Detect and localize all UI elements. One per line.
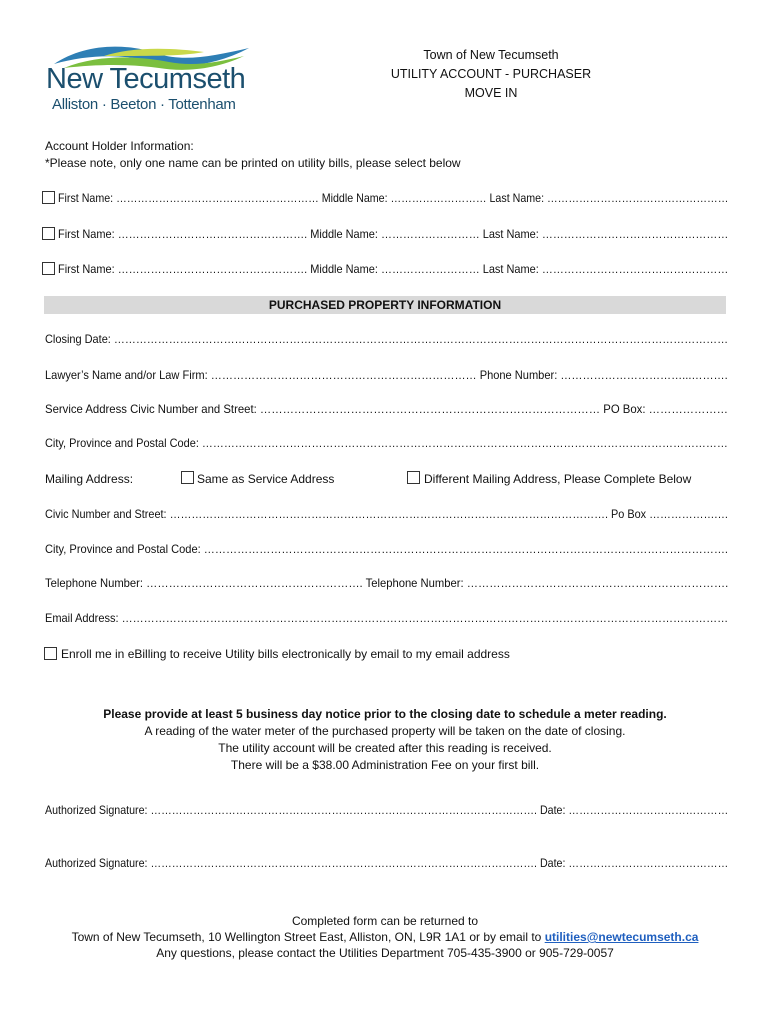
- logo: [44, 42, 254, 117]
- different-mailing-checkbox[interactable]: [407, 471, 420, 484]
- footer-address: Town of New Tecumseth, 10 Wellington Street East, Alliston, ON, L9R 1A1 or by email to: [71, 930, 545, 944]
- header-town: Town of New Tecumseth: [423, 48, 559, 62]
- signature-2-field[interactable]: Authorized Signature: ………………………………………………………………………………………………. Date: ………………………………………: [45, 856, 729, 870]
- name-option-2-row[interactable]: First Name: ……………………………………………. Middle Name: ……………………… Last Name: ……………………………………………: [58, 227, 729, 241]
- email-address-field[interactable]: Email Address: …………………………………………………………………………………………………………………………………………………: [45, 611, 729, 625]
- notice-line-2: A reading of the water meter of the purchased property will be taken on the date of closing.: [144, 724, 626, 738]
- notice-line-4: There will be a $38.00 Administration Fee on your first bill.: [230, 758, 540, 772]
- civic-number-street-field[interactable]: Civic Number and Street: …………………………………………………………………………………………………………. Po Box ……………….…: [45, 507, 729, 521]
- lawyer-phone-field[interactable]: Lawyer’s Name and/or Law Firm: ……………………………………………………………… Phone Number: ……………………………...……….: [45, 368, 728, 382]
- header-form-subtitle: MOVE IN: [464, 86, 518, 100]
- notice-line-3: The utility account will be created after this reading is received.: [218, 741, 552, 755]
- telephone-number-field[interactable]: Telephone Number: …………………………………………………. Telephone Number: …………………………………………………………….: [45, 576, 729, 590]
- same-as-service-checkbox[interactable]: [181, 471, 194, 484]
- service-address-field[interactable]: Service Address Civic Number and Street: ……………………………………………………………………………… PO Box: …………………: [45, 402, 729, 416]
- property-section-heading: PURCHASED PROPERTY INFORMATION: [44, 296, 726, 314]
- account-holder-note: *Please note, only one name can be printed on utility bills, please select below: [45, 156, 461, 170]
- ebilling-label: Enroll me in eBilling to receive Utility bills electronically by email to my email address: [61, 647, 510, 661]
- logo-wordmark: New Tecumseth: [46, 63, 246, 95]
- name-option-3-row[interactable]: First Name: ……………………………………………. Middle Name: ……………………… Last Name: ……………………………………………: [58, 262, 729, 276]
- same-as-service-label: Same as Service Address: [197, 472, 335, 486]
- mailing-city-province-postal-field[interactable]: City, Province and Postal Code: …………………………………………………………………………………………………………………………….: [45, 542, 729, 556]
- closing-date-field[interactable]: Closing Date: ……………………………………………………………………………………………………………………………………………………: [45, 332, 729, 346]
- ebilling-checkbox[interactable]: [44, 647, 57, 660]
- mailing-address-label: Mailing Address:: [45, 472, 134, 486]
- footer-line-1: Completed form can be returned to: [291, 914, 479, 928]
- different-mailing-label: Different Mailing Address, Please Complete Below: [424, 472, 692, 486]
- city-province-postal-field[interactable]: City, Province and Postal Code: ………………………………………………………………………………………………………………………………: [45, 436, 728, 450]
- footer-line-3: Any questions, please contact the Utilities Department 705-435-3900 or 905-729-0057: [156, 946, 614, 960]
- signature-1-field[interactable]: Authorized Signature: ………………………………………………………………………………………………. Date: ………………………………………: [45, 803, 729, 817]
- logo-subtitle: Alliston · Beeton · Tottenham: [52, 96, 236, 113]
- name-option-3-checkbox[interactable]: [42, 262, 55, 275]
- name-option-1-checkbox[interactable]: [42, 191, 55, 204]
- header-form-title: UTILITY ACCOUNT - PURCHASER: [390, 67, 592, 81]
- name-option-1-row[interactable]: First Name: ………………………………………………… Middle Name: ……………………… Last Name: ……………………………………………: [58, 191, 729, 205]
- account-holder-title: Account Holder Information:: [45, 139, 194, 153]
- notice-bold-line: Please provide at least 5 business day notice prior to the closing date to schedule a meter reading.: [103, 707, 667, 721]
- utilities-email-link[interactable]: utilities@newtecumseth.ca: [544, 930, 699, 944]
- name-option-2-checkbox[interactable]: [42, 227, 55, 240]
- footer-line-2: [0, 930, 770, 945]
